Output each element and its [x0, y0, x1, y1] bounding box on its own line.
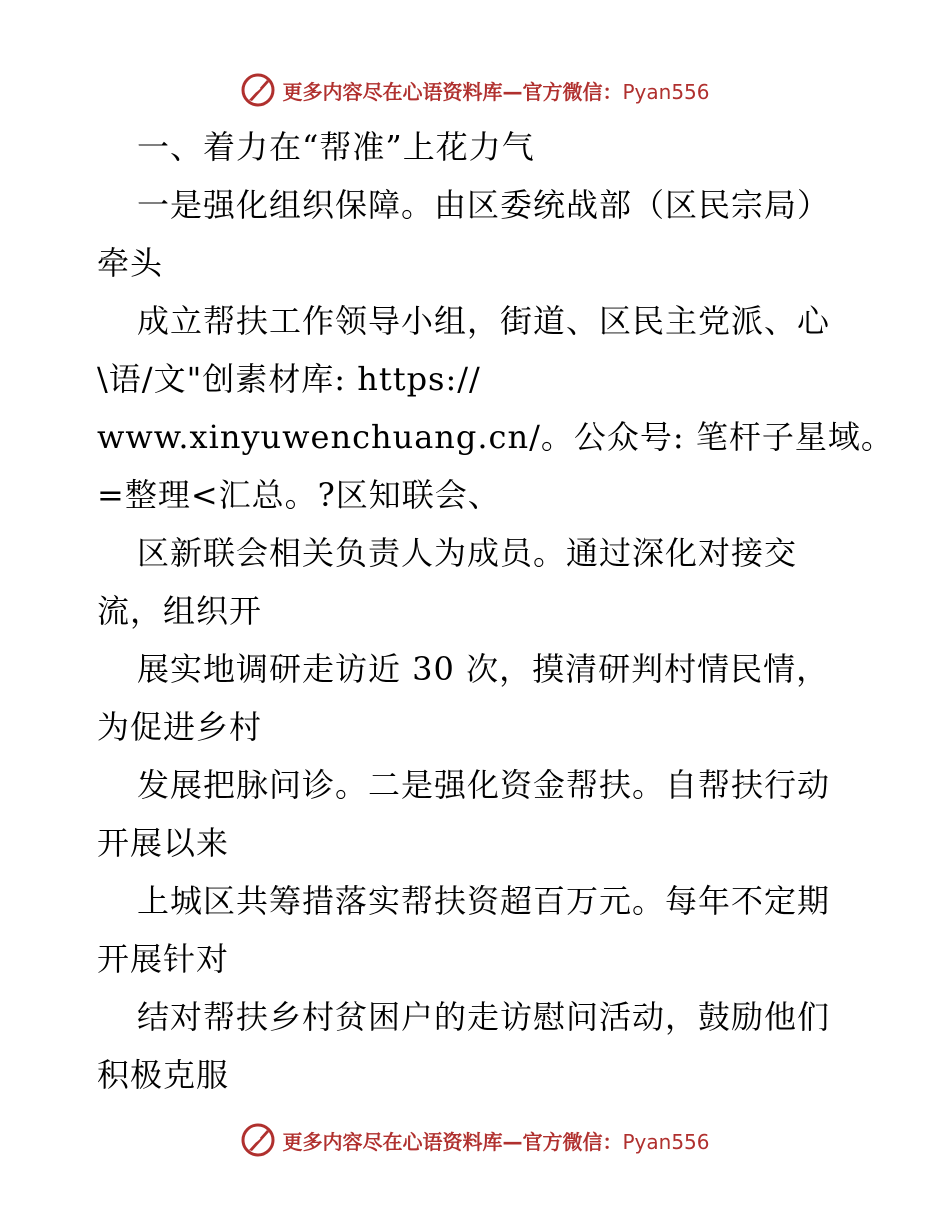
text-line: 牵头 [97, 244, 164, 282]
banner-text: 更多内容尽在心语资料库—官方微信：Pyan556 [282, 79, 710, 104]
text-line: 发展把脉问诊。二是强化资金帮扶。自帮扶行动 [137, 766, 831, 804]
quill-pen-circle-icon [240, 72, 276, 108]
header-banner [0, 68, 950, 112]
text-line: 一是强化组织保障。由区委统战部（区民宗局） [137, 186, 831, 224]
text-line: \语/文"创素材库: https:// [97, 360, 481, 398]
text-line: 一、着力在“帮准”上花力气 [137, 128, 535, 166]
wechat-id: Pyan556 [622, 79, 710, 104]
text-line: 结对帮扶乡村贫困户的走访慰问活动，鼓励他们 [137, 998, 831, 1036]
text-line: 流，组织开 [97, 592, 263, 630]
text-line: 区新联会相关负责人为成员。通过深化对接交 [137, 534, 798, 572]
text-line: 积极克服 [97, 1056, 230, 1094]
text-line: 为促进乡村 [97, 708, 263, 746]
text-line: =整理<汇总。?区知联会、 [97, 476, 501, 514]
text-line: 上城区共筹措落实帮扶资超百万元。每年不定期 [137, 882, 831, 920]
document-body [97, 118, 894, 1104]
text-line: 展实地调研走访近 30 次，摸清研判村情民情， [137, 650, 830, 688]
quill-pen-circle-icon [240, 1122, 276, 1158]
banner-text: 更多内容尽在心语资料库—官方微信：Pyan556 [282, 1129, 710, 1154]
footer-banner [0, 1118, 950, 1162]
text-line: 开展以来 [97, 824, 230, 862]
wechat-id: Pyan556 [622, 1129, 710, 1154]
text-line: www.xinyuwenchuang.cn/。公众号: 笔杆子星域。 [97, 418, 894, 456]
text-line: 开展针对 [97, 940, 230, 978]
text-line: 成立帮扶工作领导小组，街道、区民主党派、心 [137, 302, 831, 340]
